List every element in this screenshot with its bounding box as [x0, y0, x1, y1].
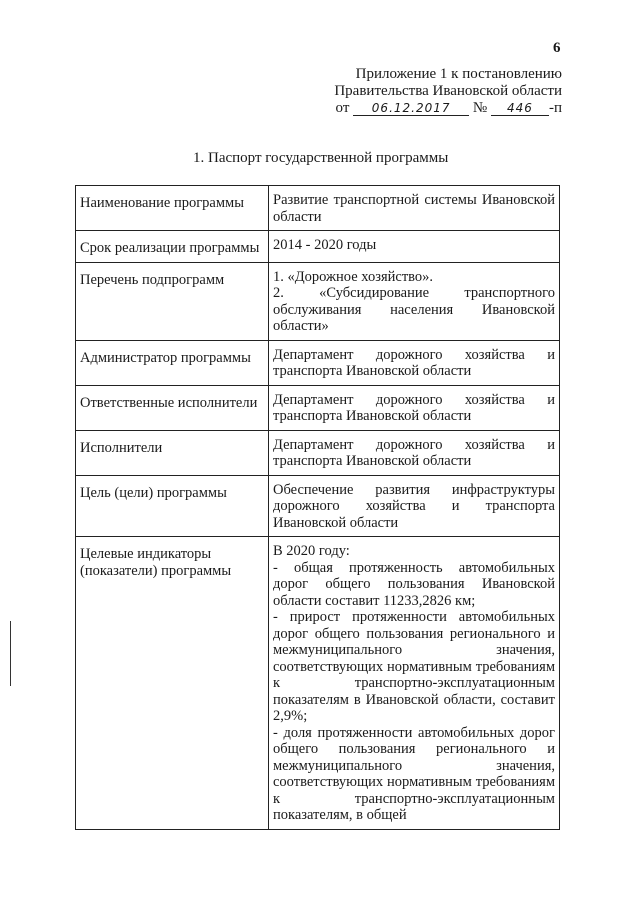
subprogram-item: 1. «Дорожное хозяйство».	[273, 268, 434, 285]
row-value: Департамент дорожного хозяйства и транспорта Ивановской области	[269, 430, 560, 475]
table-row	[76, 186, 560, 231]
annex-suffix: -п	[548, 100, 562, 116]
scan-margin-mark	[10, 621, 11, 686]
row-label: Целевые индикаторы (показатели) программы	[76, 537, 269, 830]
row-value: Обеспечение развития инфраструктуры дорожного хозяйства и транспорта Ивановской области	[269, 475, 560, 537]
table-row	[76, 475, 560, 537]
row-value: Департамент дорожного хозяйства и транспорта Ивановской области	[269, 340, 560, 385]
document-heading: 1. Паспорт государственной программы	[193, 150, 449, 166]
row-label: Администратор программы	[76, 340, 269, 385]
row-value: Департамент дорожного хозяйства и транспорта Ивановской области	[269, 385, 560, 430]
annex-from-label: от	[335, 100, 350, 116]
table-row	[76, 231, 560, 263]
program-passport-table	[75, 185, 560, 830]
row-value	[269, 262, 560, 340]
annex-line-1: Приложение 1 к постановлению	[355, 66, 562, 82]
indicator-item: - доля протяженности автомобильных дорог общего пользования регионального и межмуниципального значения, соответствующих нормативным требованиям к транспортно-эксплуатационным показателям, в общей	[273, 724, 555, 823]
row-label: Срок реализации программы	[76, 231, 269, 263]
row-value: Развитие транспортной системы Ивановской области	[269, 186, 560, 231]
row-label: Наименование программы	[76, 186, 269, 231]
row-label: Исполнители	[76, 430, 269, 475]
indicator-item: В 2020 году:	[273, 543, 350, 559]
row-value	[269, 537, 560, 830]
table-row	[76, 537, 560, 830]
table-row	[76, 385, 560, 430]
row-label: Перечень подпрограмм	[76, 262, 269, 340]
annex-header	[334, 66, 562, 117]
table-row	[76, 262, 560, 340]
row-label: Цель (цели) программы	[76, 475, 269, 537]
table-row	[76, 340, 560, 385]
annex-line-2: Правительства Ивановской области	[334, 83, 562, 99]
indicator-item: - общая протяженность автомобильных дорог общего пользования Ивановской области составит 11233,2826 км;	[273, 559, 555, 609]
annex-date: 06.12.2017	[353, 101, 469, 116]
subprogram-item: 2. «Субсидирование транспортного обслуживания населения Ивановской области»	[273, 285, 555, 334]
indicator-item: - прирост протяженности автомобильных дорог общего пользования регионального и межмуниципального значения, соответствующих нормативным требованиям к транспортно-эксплуатационным показателям в Ивановской области, составит 2,9%;	[273, 609, 555, 724]
page-number: 6	[553, 40, 561, 56]
annex-number-label: №	[472, 100, 488, 116]
row-label: Ответственные исполнители	[76, 385, 269, 430]
annex-number: 446	[491, 101, 549, 116]
table-row	[76, 430, 560, 475]
row-value: 2014 - 2020 годы	[269, 231, 560, 263]
annex-line-3	[334, 100, 562, 117]
